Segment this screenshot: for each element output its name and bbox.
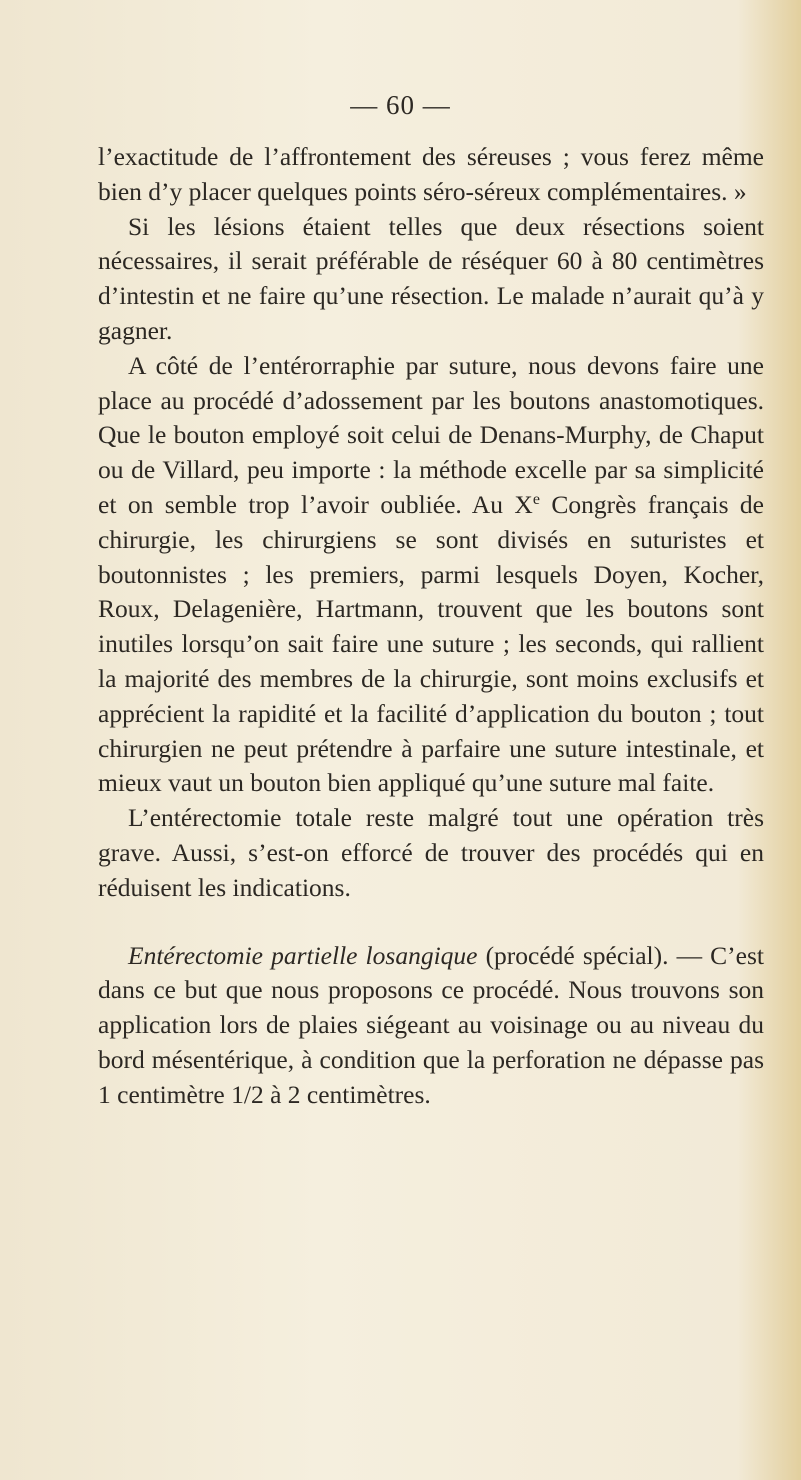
paragraph-boutons-part1: A côté de l’entérorraphie par suture, nous devons faire une place au procédé d’adossement par les boutons anastomotiques. Que le bouton employé soit celui de Denans-Murphy, de Chaput ou de Villard, peu importe : la méthode excelle par sa simplicité et on semble trop l’avoir oubliée. Au X: [98, 350, 764, 519]
paragraph-continuation: l’exactitude de l’affrontement des séreuses ; vous ferez même bien d’y placer quelques points séro-séreux complémentaires. »: [98, 142, 764, 206]
paragraph-boutons: [98, 349, 764, 801]
paragraph-losangique: [98, 939, 764, 1113]
paragraph-losangique-text: (procédé spécial). — C’est dans ce but que nous proposons ce procédé. Nous trouvons son application lors de plaies siégeant au voisinage ou au niveau du bord mésentérique, à condition que la perforation ne dépasse pas 1 centimètre 1/2 à 2 centimètres.: [98, 940, 764, 1109]
section-title: Entérectomie partielle losangique: [128, 940, 478, 970]
superscript-e: e: [532, 490, 540, 508]
paragraph-resections: Si les lésions étaient telles que deux résections soient nécessaires, il serait préférable de réséquer 60 à 80 centimètres d’intestin et ne faire qu’une résection. Le malade n’aurait qu’à y gagner.: [98, 211, 764, 345]
page-number: — 60 —: [350, 90, 451, 120]
paragraph-boutons-part2: Congrès français de chirurgie, les chirurgiens se sont divisés en suturistes et boutonnistes ; les premiers, parmi lesquels Doyen, Kocher, Roux, Delagenière, Hartmann, trouvent que les boutons sont inutiles lorsqu’on sait faire une suture ; les seconds, qui rallient la majorité des membres de la chirurgie, sont moins exclusifs et apprécient la rapidité et la facilité d’application du bouton ; tout chirurgien ne peut prétendre à parfaire une suture intestinale, et mieux vaut un bouton bien appliqué qu’une suture mal faite.: [98, 489, 764, 798]
body-text: [98, 140, 764, 1113]
paragraph-enterectomie-totale: L’entérectomie totale reste malgré tout une opération très grave. Aussi, s’est-on efforcé de trouver des procédés qui en réduisent les indications.: [98, 803, 764, 902]
